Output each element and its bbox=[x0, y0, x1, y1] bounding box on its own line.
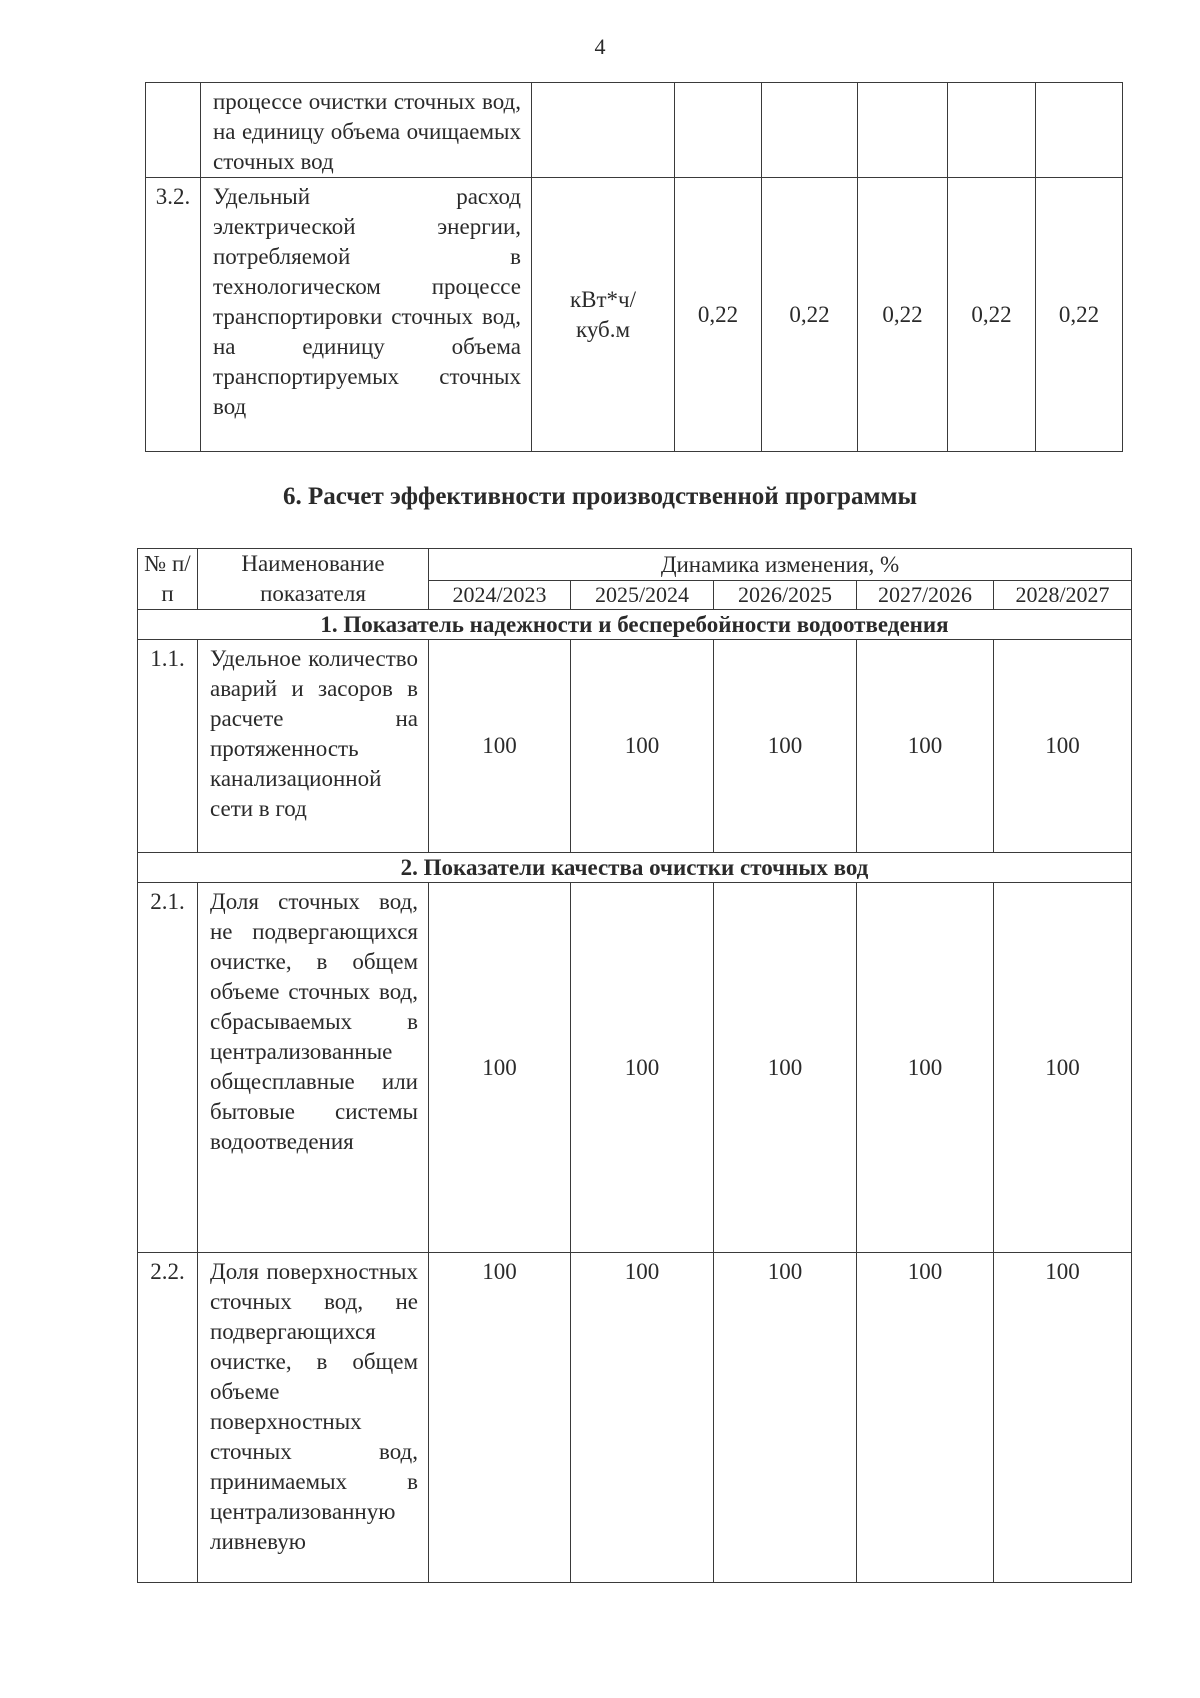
value-cell: 100 bbox=[994, 1253, 1132, 1583]
value-cell: 100 bbox=[714, 640, 857, 853]
value-cell: 100 bbox=[571, 1253, 714, 1583]
value-cell bbox=[762, 83, 858, 178]
continued-indicators-table bbox=[145, 82, 1123, 452]
header-year: 2027/2026 bbox=[857, 581, 994, 610]
unit-cell bbox=[532, 83, 675, 178]
value-cell bbox=[1036, 83, 1123, 178]
group-row bbox=[138, 853, 1132, 883]
value-cell: 100 bbox=[429, 640, 571, 853]
value-cell: 0,22 bbox=[1036, 178, 1123, 452]
group-title: 2. Показатели качества очистки сточных вод bbox=[138, 853, 1132, 883]
value-cell bbox=[948, 83, 1036, 178]
value-cell: 100 bbox=[857, 883, 994, 1253]
value-cell: 0,22 bbox=[762, 178, 858, 452]
value-cell: 0,22 bbox=[675, 178, 762, 452]
value-cell: 100 bbox=[857, 1253, 994, 1583]
header-year: 2028/2027 bbox=[994, 581, 1132, 610]
row-number: 2.1. bbox=[138, 883, 198, 1253]
indicator-name: Удельное количество аварий и засоров в расчете на протяженность канализационной сети в год bbox=[198, 640, 429, 853]
value-cell: 0,22 bbox=[948, 178, 1036, 452]
indicator-name: Доля сточных вод, не подвергающихся очистке, в общем объеме сточных вод, сбрасываемых в централизованные общесплавные или бытовые системы водоотведения bbox=[198, 883, 429, 1253]
value-cell: 100 bbox=[571, 640, 714, 853]
row-number: 2.2. bbox=[138, 1253, 198, 1583]
indicator-name: процессе очистки сточных вод, на единицу объема очищаемых сточных вод bbox=[201, 83, 532, 178]
value-cell: 100 bbox=[714, 1253, 857, 1583]
table-row bbox=[146, 83, 1123, 178]
table-row bbox=[146, 178, 1123, 452]
value-cell bbox=[675, 83, 762, 178]
efficiency-table bbox=[137, 548, 1132, 1583]
group-row bbox=[138, 610, 1132, 640]
page-number: 4 bbox=[594, 34, 606, 59]
header-name: Наименование показателя bbox=[198, 549, 429, 610]
header-row bbox=[138, 549, 1132, 581]
row-number: 3.2. bbox=[146, 178, 201, 452]
section-title: 6. Расчет эффективности производственной программы bbox=[282, 483, 918, 510]
header-year: 2024/2023 bbox=[429, 581, 571, 610]
table-row bbox=[138, 883, 1132, 1253]
value-cell: 100 bbox=[857, 640, 994, 853]
value-cell: 100 bbox=[994, 640, 1132, 853]
header-year: 2026/2025 bbox=[714, 581, 857, 610]
row-number: 1.1. bbox=[138, 640, 198, 853]
header-dynamics: Динамика изменения, % bbox=[429, 549, 1132, 581]
table-row bbox=[138, 1253, 1132, 1583]
header-number: № п/п bbox=[138, 549, 198, 610]
value-cell: 100 bbox=[714, 883, 857, 1253]
indicator-name: Доля поверхностных сточных вод, не подвергающихся очистке, в общем объеме поверхностных сточных вод, принимаемых в централизованную ливневую bbox=[198, 1253, 429, 1583]
value-cell bbox=[858, 83, 948, 178]
header-year: 2025/2024 bbox=[571, 581, 714, 610]
unit-cell: кВт*ч/ куб.м bbox=[532, 178, 675, 452]
row-number bbox=[146, 83, 201, 178]
table-row bbox=[138, 640, 1132, 853]
value-cell: 0,22 bbox=[858, 178, 948, 452]
indicator-name: Удельный расход электрической энергии, потребляемой в технологическом процессе транспортировки сточных вод, на единицу объема транспортируемых сточных вод bbox=[201, 178, 532, 452]
value-cell: 100 bbox=[571, 883, 714, 1253]
value-cell: 100 bbox=[429, 1253, 571, 1583]
value-cell: 100 bbox=[429, 883, 571, 1253]
value-cell: 100 bbox=[994, 883, 1132, 1253]
group-title: 1. Показатель надежности и бесперебойности водоотведения bbox=[138, 610, 1132, 640]
